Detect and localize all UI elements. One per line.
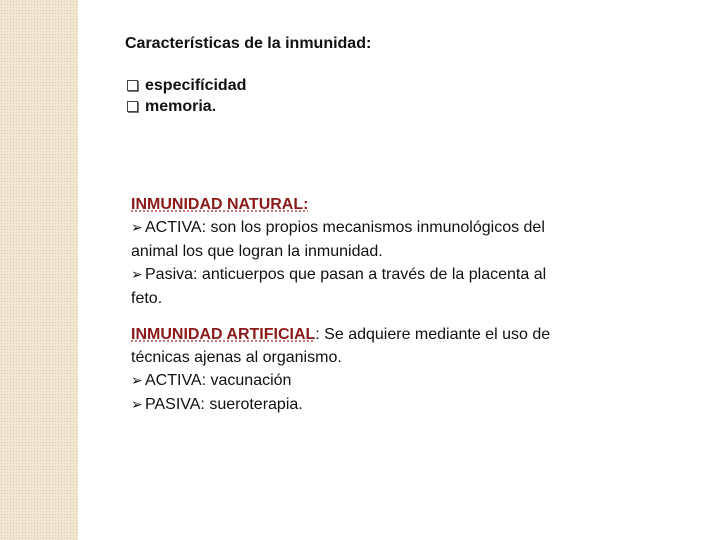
list-item bbox=[125, 96, 246, 117]
artificial-immunity-section bbox=[131, 323, 611, 417]
artificial-intro-text-2: técnicas ajenas al organismo. bbox=[131, 349, 342, 366]
artificial-pasiva-text: PASIVA: sueroterapia. bbox=[145, 396, 303, 413]
artificial-intro-text-1: : Se adquiere mediante el uso de bbox=[315, 326, 551, 343]
natural-pasiva-text-1: Pasiva: anticuerpos que pasan a través de la placenta al bbox=[145, 266, 547, 283]
natural-immunity-heading: INMUNIDAD NATURAL: bbox=[131, 196, 309, 213]
natural-activa-text-2: animal los que logran la inmunidad. bbox=[131, 243, 383, 260]
natural-immunity-section bbox=[131, 193, 611, 310]
characteristics-list bbox=[125, 75, 246, 117]
list-item-label: memoria. bbox=[145, 98, 217, 115]
natural-pasiva-item bbox=[131, 263, 611, 287]
arrow-bullet-icon: ➢ bbox=[131, 220, 143, 236]
decorative-side-strip bbox=[0, 0, 78, 540]
natural-activa-text-1: ACTIVA: son los propios mecanismos inmunológicos del bbox=[145, 219, 545, 236]
artificial-pasiva-item bbox=[131, 393, 611, 417]
arrow-bullet-icon: ➢ bbox=[131, 267, 143, 283]
artificial-activa-text: ACTIVA: vacunación bbox=[145, 372, 292, 389]
natural-pasiva-text-2: feto. bbox=[131, 290, 163, 307]
artificial-activa-item bbox=[131, 369, 611, 393]
list-item-label: especifícidad bbox=[145, 77, 247, 94]
checkbox-square-icon bbox=[127, 101, 138, 112]
natural-activa-item bbox=[131, 216, 611, 240]
checkbox-square-icon bbox=[127, 80, 138, 91]
arrow-bullet-icon: ➢ bbox=[131, 397, 143, 413]
slide-title: Características de la inmunidad: bbox=[125, 35, 372, 52]
list-item bbox=[125, 75, 246, 96]
artificial-immunity-heading: INMUNIDAD ARTIFICIAL bbox=[131, 326, 316, 343]
arrow-bullet-icon: ➢ bbox=[131, 373, 143, 389]
